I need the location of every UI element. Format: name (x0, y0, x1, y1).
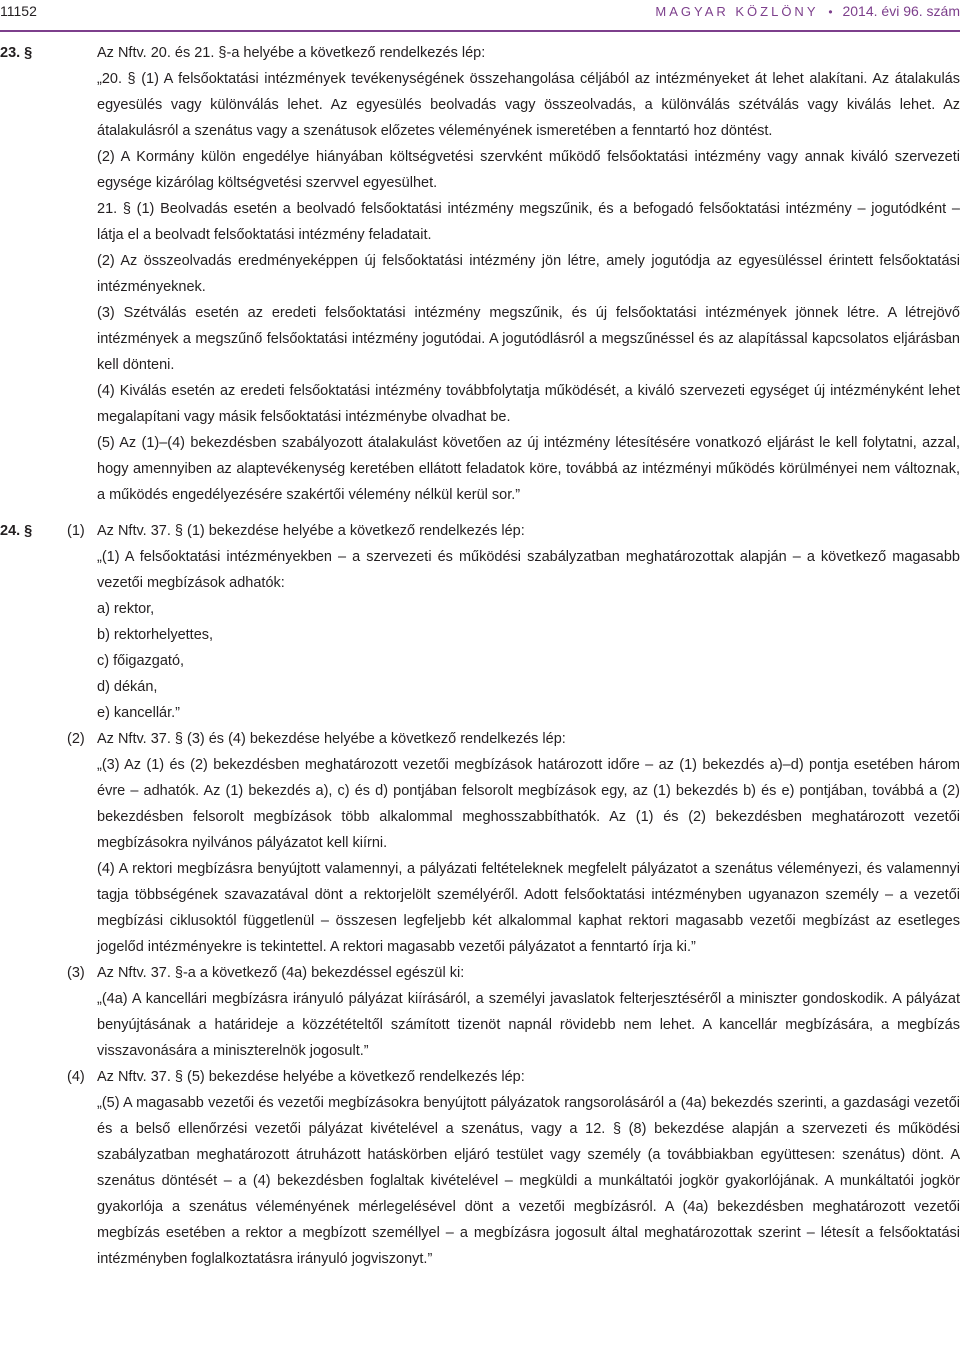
subsection-lead: Az Nftv. 37. §-a a következő (4a) bekezdéssel egészül ki: (97, 965, 465, 981)
subsection-1 (0, 518, 960, 726)
subsection-lead: Az Nftv. 37. § (5) bekezdése helyébe a következő rendelkezés lép: (97, 1069, 525, 1085)
paragraph: (3) Szétválás esetén az eredeti felsőoktatási intézmény megszűnik, és új felsőoktatási intézmények jönnek létre. A létrejövő intézmények a megszűnő felsőoktatási intézmény jogutódai. A jogutódlásról a megszűnéssel és az alapítással kapcsolatos eljárásban kell dönteni. (97, 305, 960, 373)
paragraph: (5) Az (1)–(4) bekezdésben szabályozott átalakulást követően az új intézmény létesítésére vonatkozó eljárást le kell folytatni, azzal, hogy amennyiben az alaptevékenység keretében ellátott feladatok köre, továbbá az intézményi működés körülményei nem változnak, a működés engedélyezésére szakértői vélemény nélkül kerül sor.” (97, 435, 960, 503)
section-23 (0, 40, 960, 508)
section-number: 23. § (0, 45, 33, 61)
paragraph: „(3) Az (1) és (2) bekezdésben meghatározott vezetői megbízások határozott időre – az (1) bekezdés a)–d) pontja esetében három évre – adhatók. Az (1) bekezdés a), c) és d) pontjában felsorolt megbízások egy, az (1) bekezdés b) és e) pontjában, továbbá a (2) bekezdésben felsorolt megbízások több alkalommal meghosszabbíthatók. Az (1) és (2) bekezdésben meghatározott vezetői megbízásokra nyilvános pályázatot kell kiírni. (97, 757, 960, 851)
paragraph: (4) Kiválás esetén az eredeti felsőoktatási intézmény továbbfolytatja működését, a kiváló szervezeti egységet új intézményként lehet megalapítani vagy másik felsőoktatási intézménybe olvadhat be. (97, 383, 960, 425)
paragraph: „(1) A felsőoktatási intézményekben – a szervezeti és működési szabályzatban meghatározottak alapján – a következő magasabb vezetői megbízások adhatók: (97, 549, 960, 591)
paragraph: „(4a) A kancellári megbízásra irányuló pályázat kiírásáról, a személyi javaslatok felterjesztéséről a miniszter gondoskodik. A pályázat benyújtásának a határideje a közzétételtől számított tizenöt napnál rövidebb nem lehet. A kancellár megbízására, a megbízás visszavonására a miniszterelnök jogosult.” (97, 991, 960, 1059)
subsection-2 (0, 726, 960, 960)
list-item: c) főigazgató, (97, 653, 185, 669)
paragraph: 21. § (1) Beolvadás esetén a beolvadó felsőoktatási intézmény megszűnik, és a befogadó felsőoktatási intézmény – jogutódként – látja el a beolvadt felsőoktatási intézmény feladatait. (97, 201, 960, 243)
list-item: e) kancellár.” (97, 705, 181, 721)
subsection-lead: Az Nftv. 37. § (3) és (4) bekezdése helyébe a következő rendelkezés lép: (97, 731, 566, 747)
subsection-number: (4) (67, 1069, 85, 1085)
subsection-4 (0, 1064, 960, 1272)
bullet-separator: • (828, 5, 833, 19)
paragraph: (2) Az összeolvadás eredményeképpen új felsőoktatási intézmény jön létre, amely jogutódja az egyesüléssel érintett felsőoktatási intézményeknek. (97, 253, 960, 295)
list-item: d) dékán, (97, 679, 158, 695)
paragraph: (4) A rektori megbízásra benyújtott valamennyi, a pályázati feltételeknek megfelelt pályázatot a szenátus véleményezi, és valamennyi tagja többségének szavazatával dönt a rektorjelölt személyéről. Adott felsőoktatási intézményben ugyanazon személy – a vezetői megbízási ciklusoktól függetlenül – összesen legfeljebb két alkalommal kaphat rektori magasabb vezetői megbízást az esetleges jogelőd intézményekre is tekintettel. A rektori magasabb vezetői pályázatot a fenntartó írja ki.” (97, 861, 960, 955)
journal-name: MAGYAR KÖZLÖNY (655, 4, 819, 19)
paragraph: (2) A Kormány külön engedélye hiányában költségvetési szervként működő felsőoktatási intézmény vagy annak kiváló szervezeti egysége kizárólag költségvetési szervvel egyesülhet. (97, 149, 960, 191)
section-lead: Az Nftv. 20. és 21. §-a helyébe a következő rendelkezés lép: (97, 45, 486, 61)
journal-info (655, 0, 960, 23)
page-number: 11152 (0, 3, 37, 19)
paragraph: „20. § (1) A felsőoktatási intézmények tevékenységének összehangolása céljából az intézményeket át lehet alakítani. Az átalakulás egyesülés vagy különválás lehet. Az egyesülés beolvadás vagy összeolvadás, a különválás szétválás vagy kiválás lehet. Az átalakulásról a szenátus vagy a szenátusok előzetes véleményének ismeretében a fenntartó hoz döntést. (97, 71, 960, 139)
subsection-number: (3) (67, 965, 85, 981)
paragraph: „(5) A magasabb vezetői és vezetői megbízásokra benyújtott pályázatok rangsorolásáról a (4a) bekezdés szerinti, a gazdasági vezetői és a belső ellenőrzési vezetői pályázat kivételével a szenátus, vagy a 12. § (8) bekezdése alapján a szervezeti és működési szabályzatban meghatározott átruházott hatáskörben eljáró testület vagy személy (a továbbiakban együttesen: szenátus) dönt. A szenátus döntését – a (4) bekezdésben foglaltak kivételével – megküldi a munkáltatói jogkör gyakorlójának. A munkáltatói jogkör gyakorlója a szenátus véleményének mérlegelésével dönt a vezetői megbízásról. A (4a) bekezdésben meghatározott vezetői megbízás esetében a rektor a megbízott személlyel – a megbízásra jogosult által meghatározottak szerint – létesít a felsőoktatási intézményben foglalkoztatásra irányuló jogviszonyt.” (97, 1095, 960, 1267)
subsection-number: (1) (67, 523, 85, 539)
list-item: b) rektorhelyettes, (97, 627, 214, 643)
section-number: 24. § (0, 523, 33, 539)
list-item: a) rektor, (97, 601, 155, 617)
subsection-3 (0, 960, 960, 1064)
page-header (0, 0, 960, 22)
subsection-number: (2) (67, 731, 85, 747)
header-rule (0, 30, 960, 32)
document-body (0, 40, 960, 1272)
section-24 (0, 518, 960, 1272)
journal-issue: 2014. évi 96. szám (842, 3, 960, 19)
subsection-lead: Az Nftv. 37. § (1) bekezdése helyébe a következő rendelkezés lép: (97, 523, 525, 539)
